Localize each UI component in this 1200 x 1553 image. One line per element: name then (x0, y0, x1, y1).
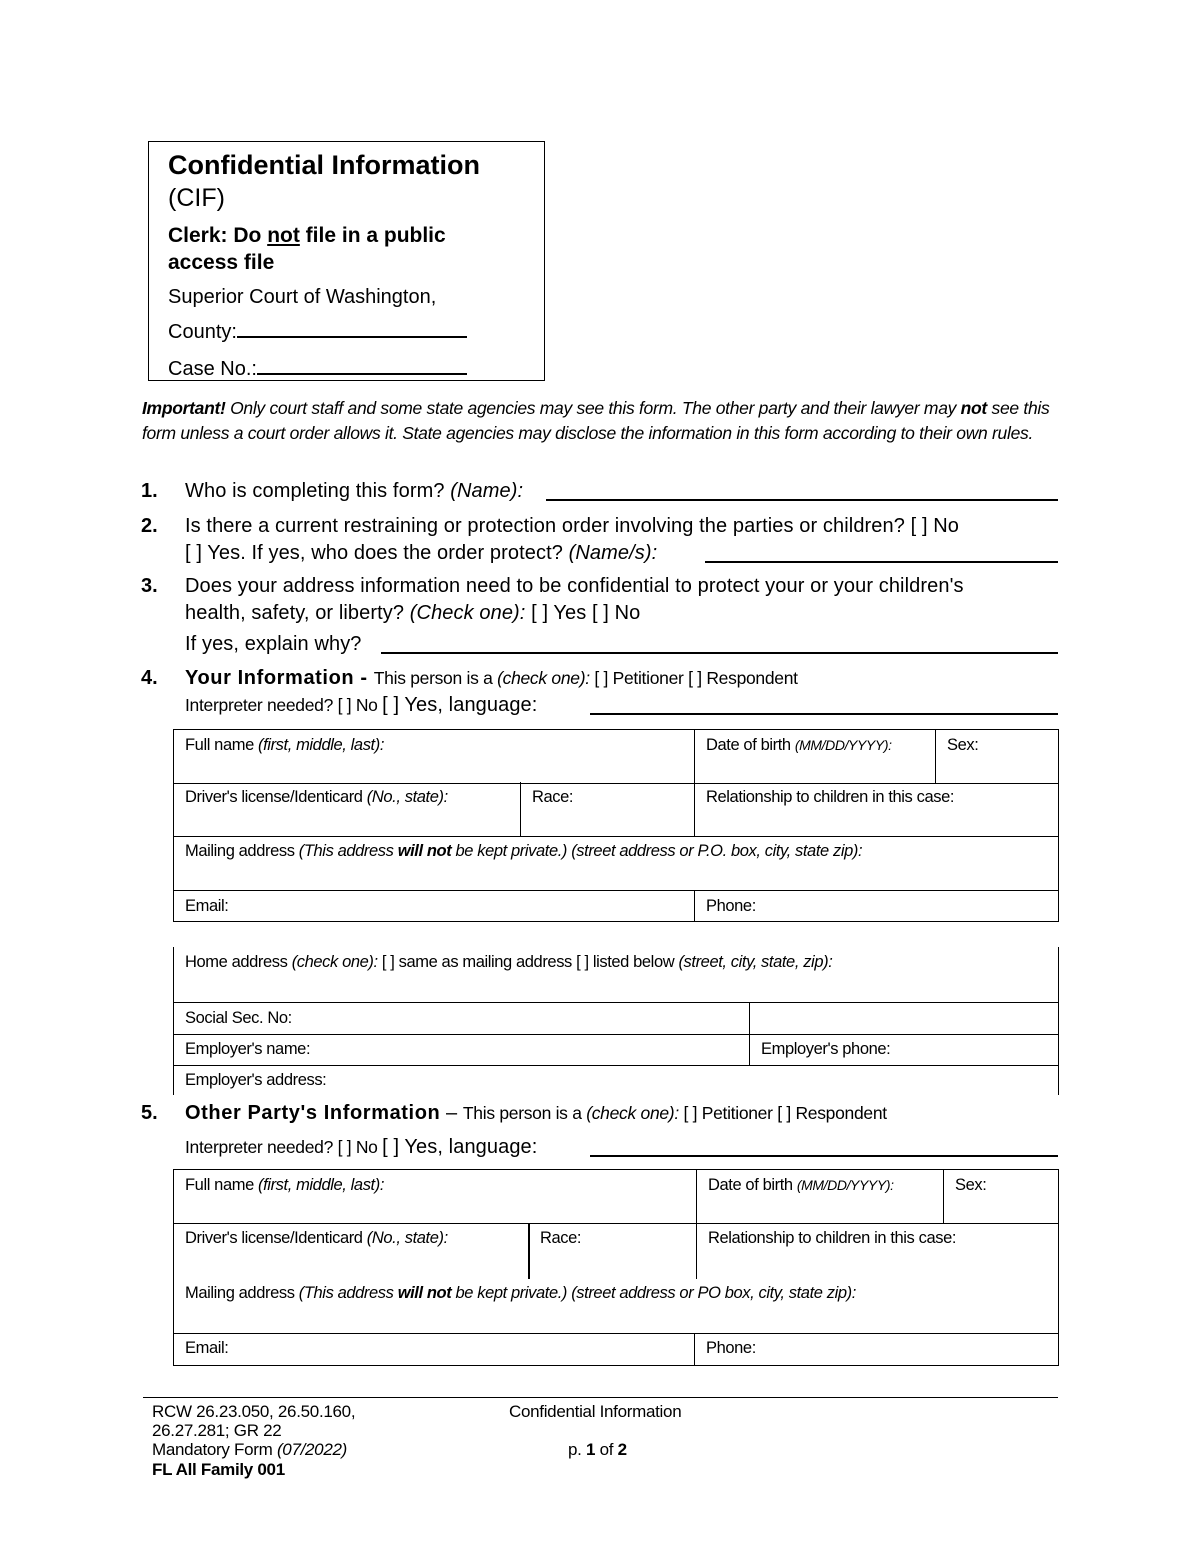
t3-mailing-hint-2: be kept private.) (street address or PO box, city, state zip): (451, 1284, 856, 1302)
t3-mailing-bold: will not (397, 1284, 452, 1302)
q2-line-1[interactable]: Is there a current restraining or protection order involving the parties or children? [ ] No (185, 515, 960, 537)
case-number-label: Case No.: (168, 358, 257, 380)
t3-dl-cell[interactable] (173, 1223, 530, 1279)
q2-yes-text: [ ] Yes. If yes, who does the order protect? (185, 542, 569, 564)
county-field[interactable] (168, 318, 467, 344)
case-number-field[interactable] (168, 355, 467, 381)
clerk-notice-not: not (267, 224, 300, 247)
q4-interpreter[interactable] (185, 694, 537, 717)
q5-interpreter[interactable] (185, 1136, 537, 1159)
t1-mailing-cell[interactable] (173, 836, 1059, 891)
court-name: Superior Court of Washington, (168, 286, 437, 308)
t3-mailing-cell[interactable] (173, 1278, 1059, 1334)
form-title: Confidential Information (168, 150, 480, 180)
q4-interpreter-yes[interactable]: [ ] Yes, language: (382, 694, 538, 716)
t3-dob-cell[interactable] (697, 1169, 944, 1224)
t1-full-name-label: Full name (185, 736, 259, 754)
t1-relationship-cell[interactable]: Relationship to children in this case: (695, 782, 1059, 837)
t3-phone-cell[interactable]: Phone: (695, 1333, 1059, 1366)
footer-page-total: 2 (617, 1440, 627, 1459)
q1-text: Who is completing this form? (185, 480, 451, 502)
t1-full-name-cell[interactable] (173, 729, 695, 784)
q4-person: This person is a (373, 668, 498, 688)
q3-line-3: If yes, explain why? (185, 633, 362, 655)
t1-mailing-label: Mailing address (185, 842, 299, 860)
important-lead: Important! (142, 398, 226, 418)
t1-mailing-hint-1: (This address (298, 842, 398, 860)
t3-mailing-hint-1: (This address (298, 1284, 398, 1302)
t2-employer-name-cell[interactable]: Employer's name: (173, 1034, 750, 1066)
q4-title: Your Information - (185, 667, 374, 689)
form-header-box (148, 141, 545, 381)
q4-number: 4. (141, 667, 158, 689)
q5-role-options[interactable]: [ ] Petitioner [ ] Respondent (678, 1103, 887, 1123)
footer-rcw-1: RCW 26.23.050, 26.50.160, (152, 1402, 356, 1421)
case-number-blank[interactable] (257, 355, 467, 375)
q1-number: 1. (141, 480, 158, 502)
t1-dl-hint: (No., state): (366, 788, 448, 806)
footer-mandatory-label: Mandatory Form (152, 1440, 277, 1459)
t1-email-cell[interactable]: Email: (173, 890, 695, 922)
q1-name-field[interactable] (546, 499, 1058, 501)
t2-home-hint: (check one): (291, 953, 378, 971)
q4-check-hint: (check one): (497, 668, 590, 688)
t1-race-cell[interactable]: Race: (521, 782, 695, 837)
t1-sex-cell[interactable]: Sex: (936, 729, 1059, 784)
t2-employer-phone-cell[interactable]: Employer's phone: (750, 1034, 1059, 1066)
t3-dob-label: Date of birth (708, 1176, 797, 1194)
t1-dob-cell[interactable] (695, 729, 936, 784)
q3-line-1: Does your address information need to be confidential to protect your or your children's (185, 575, 964, 597)
q5-heading[interactable] (185, 1102, 887, 1125)
q2-hint: (Name/s): (568, 542, 658, 564)
q5-dash: – (440, 1102, 463, 1124)
t3-email-cell[interactable]: Email: (173, 1333, 695, 1366)
t3-full-name-cell[interactable] (173, 1169, 697, 1224)
county-blank[interactable] (237, 318, 467, 338)
t2-home-options[interactable]: [ ] same as mailing address [ ] listed below (377, 953, 679, 971)
q3-line-2[interactable] (185, 602, 640, 625)
q3-explain-field[interactable] (381, 652, 1058, 654)
t3-dl-hint: (No., state): (366, 1229, 448, 1247)
footer-rcw-2: 26.27.281; GR 22 (152, 1421, 282, 1440)
footer-page-current: 1 (586, 1440, 596, 1459)
clerk-notice-pre: Clerk: Do (168, 224, 268, 247)
q4-interpreter-no[interactable]: Interpreter needed? [ ] No (185, 695, 383, 715)
form-subtitle: (CIF) (168, 184, 225, 212)
t2-home-address-cell[interactable] (173, 947, 1059, 1003)
q4-language-field[interactable] (590, 713, 1058, 715)
footer-divider (143, 1397, 1058, 1398)
t1-full-name-hint: (first, middle, last): (258, 736, 385, 754)
q5-language-field[interactable] (590, 1155, 1058, 1157)
t1-dob-label: Date of birth (706, 736, 795, 754)
q3-options[interactable]: [ ] Yes [ ] No (525, 602, 641, 624)
q2-number: 2. (141, 515, 158, 537)
t1-phone-cell[interactable]: Phone: (695, 890, 1059, 922)
t2-employer-address-cell[interactable]: Employer's address: (173, 1065, 1059, 1095)
footer-page-pre: p. (568, 1440, 587, 1459)
clerk-notice-post: file in a public access file (168, 224, 446, 274)
t3-relationship-cell[interactable]: Relationship to children in this case: (696, 1223, 1059, 1279)
t1-dl-cell[interactable] (173, 782, 521, 837)
t1-mailing-bold: will not (397, 842, 452, 860)
q4-heading[interactable] (185, 667, 798, 690)
footer-page-of: of (595, 1440, 618, 1459)
t3-dl-label: Driver's license/Identicard (185, 1229, 367, 1247)
q1-hint: (Name): (450, 480, 524, 502)
footer-form-id: FL All Family 001 (152, 1460, 285, 1479)
t3-race-cell[interactable]: Race: (528, 1223, 698, 1279)
t1-dob-hint: (MM/DD/YYYY): (794, 737, 892, 753)
t1-dl-label: Driver's license/Identicard (185, 788, 367, 806)
q5-number: 5. (141, 1102, 158, 1124)
q5-interpreter-yes[interactable]: [ ] Yes, language: (382, 1136, 538, 1158)
t3-sex-cell[interactable]: Sex: (944, 1169, 1059, 1224)
t2-ssn-cell[interactable]: Social Sec. No: (173, 1002, 750, 1035)
q5-check-hint: (check one): (586, 1103, 679, 1123)
t2-ssn-value-cell[interactable] (750, 1002, 1059, 1035)
q3-hint: (Check one): (409, 602, 526, 624)
q4-role-options[interactable]: [ ] Petitioner [ ] Respondent (589, 668, 798, 688)
important-not: not (960, 398, 987, 418)
t3-full-name-label: Full name (185, 1176, 259, 1194)
q3-number: 3. (141, 575, 158, 597)
q5-title: Other Party's Information (185, 1102, 441, 1124)
footer-mandatory (152, 1440, 347, 1459)
clerk-notice (168, 222, 508, 276)
q2-line-2[interactable] (185, 542, 657, 565)
t2-home-label: Home address (185, 953, 292, 971)
q2-names-field[interactable] (705, 561, 1058, 563)
t3-full-name-hint: (first, middle, last): (258, 1176, 385, 1194)
important-notice (142, 396, 1052, 446)
footer-page-number (568, 1440, 627, 1459)
county-label: County: (168, 321, 237, 343)
footer-title: Confidential Information (509, 1402, 682, 1421)
q5-interpreter-no[interactable]: Interpreter needed? [ ] No (185, 1137, 383, 1157)
important-text-1: Only court staff and some state agencies may see this form. The other party and their lawyer may (225, 398, 961, 418)
q5-person: This person is a (462, 1103, 587, 1123)
t1-mailing-hint-2: be kept private.) (street address or P.O. box, city, state zip): (451, 842, 863, 860)
footer-mandatory-date: (07/2022) (276, 1440, 348, 1459)
q1-question (185, 480, 523, 503)
t2-home-hint-2: (street, city, state, zip): (678, 953, 833, 971)
t3-mailing-label: Mailing address (185, 1284, 299, 1302)
t3-dob-hint: (MM/DD/YYYY): (796, 1177, 894, 1193)
important-text-2: see this form unless a court order allows it. State agencies may disclose the information in this form according to their own rules. (142, 398, 1050, 443)
q3-line-2-text: health, safety, or liberty? (185, 602, 410, 624)
